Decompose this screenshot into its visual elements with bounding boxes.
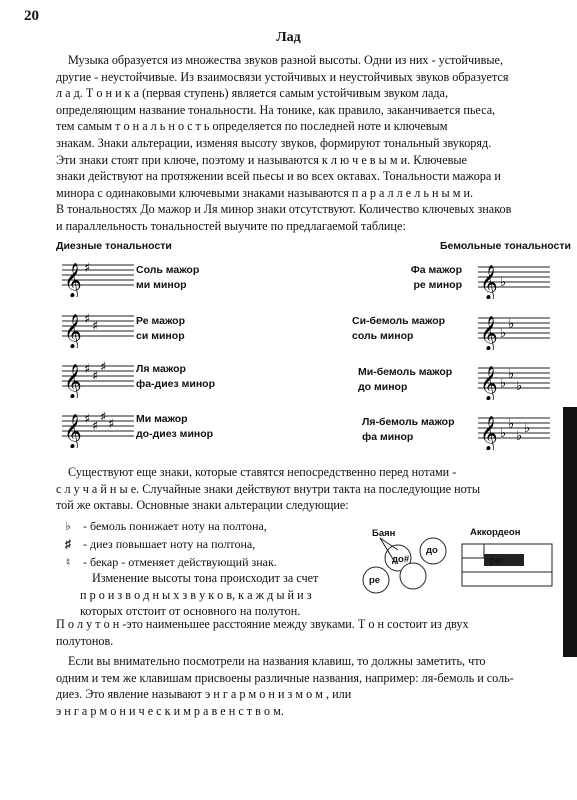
text-line: другие - неустойчивые. Из взаимосвязи устойчивых и неустойчивых звуков образуется [56,69,509,84]
intro-paragraph [56,52,556,235]
music-staff [478,308,550,350]
minor-key-label: до минор [358,381,408,393]
symbol-description: - диез повышает ноту на полтона, [83,537,256,551]
sharp-icon: ♯ [108,417,115,432]
text-line: Существуют еще знаки, которые ставятся непосредственно перед нотами - [68,465,457,479]
text-line: э н г а р м о н и ч е с к и м р а в е н с т в о м. [56,703,284,718]
text-line: Если вы внимательно посмотрели на названия клавиш, то должны заметить, что [68,654,486,668]
bayan-button [400,563,426,589]
major-key-label: Ми-бемоль мажор [358,366,453,378]
bayan-accordion-diagram [358,528,558,608]
major-key-label: Ми мажор [136,413,188,425]
note-do-label: до [426,545,438,556]
sharp-keys-heading: Диезные тональности [56,240,172,252]
text-line: знаки действуют на протяжении всей пьесы и во всех октавах. Тональности мажора и [56,169,501,184]
symbol-row [56,553,277,571]
text-line: П о л у т о н -это наименьшее расстояние между звуками. Т о н состоит из двух [56,617,469,631]
major-key-label: Ля-бемоль мажор [362,416,455,428]
page-number: 20 [24,8,39,24]
flat-keys-heading: Бемольные тональности [440,240,571,252]
treble-clef-icon: 𝄞 [64,314,82,348]
flat-icon: ♭ [500,376,507,391]
note-re-label: ре [369,575,381,586]
text-line: минора с одинаковыми ключевыми знаками называются п а р а л л е л ь н ы м и. [56,185,474,200]
sharp-icon: ♯ [65,537,71,551]
treble-clef-icon: 𝄞 [64,364,82,398]
enharmonic-paragraph [56,653,556,719]
sharp-icon: ♯ [84,261,91,276]
semitone-paragraph [56,616,556,649]
sharp-icon: ♯ [84,362,91,377]
text-line: одним и тем же клавишам присвоены различные названия, например: ля-бемоль и соль- [56,670,514,685]
sharp-icon: ♯ [92,319,99,334]
text-line: тем самым т о н а л ь н о с т ь определяется по последней ноте и ключевым [56,119,448,134]
symbol-row [56,535,277,553]
sharp-icon: ♯ [84,412,91,427]
treble-clef-icon: 𝄞 [64,263,82,297]
major-key-label: Соль мажор [136,264,200,276]
flat-icon: ♭ [500,426,507,441]
treble-clef-icon: 𝄞 [64,414,82,448]
text-line: той же октавы. Основные знаки альтерации следующие: [56,498,349,513]
text-line: которых отстоит от основного на полутон. [80,604,301,619]
flat-icon: ♭ [508,317,515,332]
sharp-key-1 [136,263,199,293]
note-reflat-label: ре♭ [490,555,506,566]
pitch-change-paragraph [80,570,352,620]
natural-icon: ♮ [65,555,71,569]
symbol-description: - бекар - отменяет действующий знак. [83,555,277,569]
sharp-icon: ♯ [92,419,99,434]
minor-key-label: соль минор [352,330,414,342]
flat-icon: ♭ [516,429,523,444]
accordion-diagram [462,544,552,586]
text-line: диез. Это явление называют э н г а р м о н и з м о м , или [56,687,352,702]
symbols-list [56,517,277,571]
text-line: знакам. Знаки альтерации, изменяя высоту звуков, формируют тональный звукоряд. [56,135,492,150]
minor-key-label: фа минор [362,431,414,443]
treble-clef-icon: 𝄞 [480,366,498,400]
symbol-row [56,517,277,535]
text-line: В тональностях До мажор и Ля минор знаки отсутствуют. Количество ключевых знаков [56,202,512,217]
music-staff [62,255,134,297]
flat-icon: ♭ [65,519,71,533]
flat-icon: ♭ [500,326,507,341]
flat-icon: ♭ [508,417,515,432]
treble-clef-icon: 𝄞 [480,265,498,299]
minor-key-label: си минор [136,330,185,342]
music-staff [62,356,134,398]
page-title: Лад [276,30,301,45]
minor-key-label: до-диез минор [136,428,214,440]
text-line: полутонов. [56,633,114,648]
minor-key-label: ре минор [413,279,462,291]
sharp-icon: ♯ [92,369,99,384]
minor-key-label: ми минор [136,279,187,291]
flat-icon: ♭ [516,379,523,394]
minor-key-label: фа-диез минор [136,378,216,390]
bayan-label: Баян [372,528,396,539]
text-line: л а д. Т о н и к а (первая ступень) является самым устойчивым звуком лада, [56,86,449,101]
text-line: Музыка образуется из множества звуков разной высоты. Одни из них - устойчивые, [68,53,504,67]
sharp-key-3 [136,362,215,392]
sharp-icon: ♯ [100,360,107,375]
symbol-description: - бемоль понижает ноту на полтона, [83,519,267,533]
white-key [462,544,484,558]
scan-edge-bar [563,407,577,657]
sharp-icon: ♯ [100,410,107,425]
flat-key-2 [352,314,445,344]
music-staff [62,406,134,448]
treble-clef-icon: 𝄞 [480,316,498,350]
note-dosharp-label: до# [392,554,410,565]
flat-key-4 [362,415,454,445]
text-line: определяющим название тональности. На тонике, как правило, заканчивается пьеса, [56,102,496,117]
text-line: и параллельность тональностей выучите по предлагаемой таблице: [56,218,406,233]
sharp-key-2 [136,314,185,344]
major-key-label: Ля мажор [136,363,186,375]
text-line: с л у ч а й н ы е. Случайные знаки действуют внутри такта на последующие ноты [56,481,481,496]
sharp-key-4 [136,412,213,442]
accordion-label: Аккордеон [470,527,521,538]
major-key-label: Ре мажор [136,315,185,327]
sharp-icon: ♯ [84,312,91,327]
flat-icon: ♭ [500,275,507,290]
major-key-label: Фа мажор [410,264,462,276]
text-line: п р о и з в о д н ы х з в у к о в, к а ж д ы й и з [80,587,312,602]
music-staff [62,306,134,348]
flat-key-3 [358,365,452,395]
music-staff [478,358,550,400]
treble-clef-icon: 𝄞 [480,416,498,450]
text-line: Изменение высоты тона происходит за счет [92,571,319,585]
major-key-label: Си-бемоль мажор [352,315,446,327]
flat-key-1 [378,263,462,293]
music-staff [478,257,550,299]
music-staff [478,408,550,450]
flat-icon: ♭ [524,421,531,436]
random-signs-paragraph [56,464,556,514]
text-line: Эти знаки стоят при ключе, поэтому и называются к л ю ч е в ы м и. Ключевые [56,152,467,167]
flat-icon: ♭ [508,367,515,382]
